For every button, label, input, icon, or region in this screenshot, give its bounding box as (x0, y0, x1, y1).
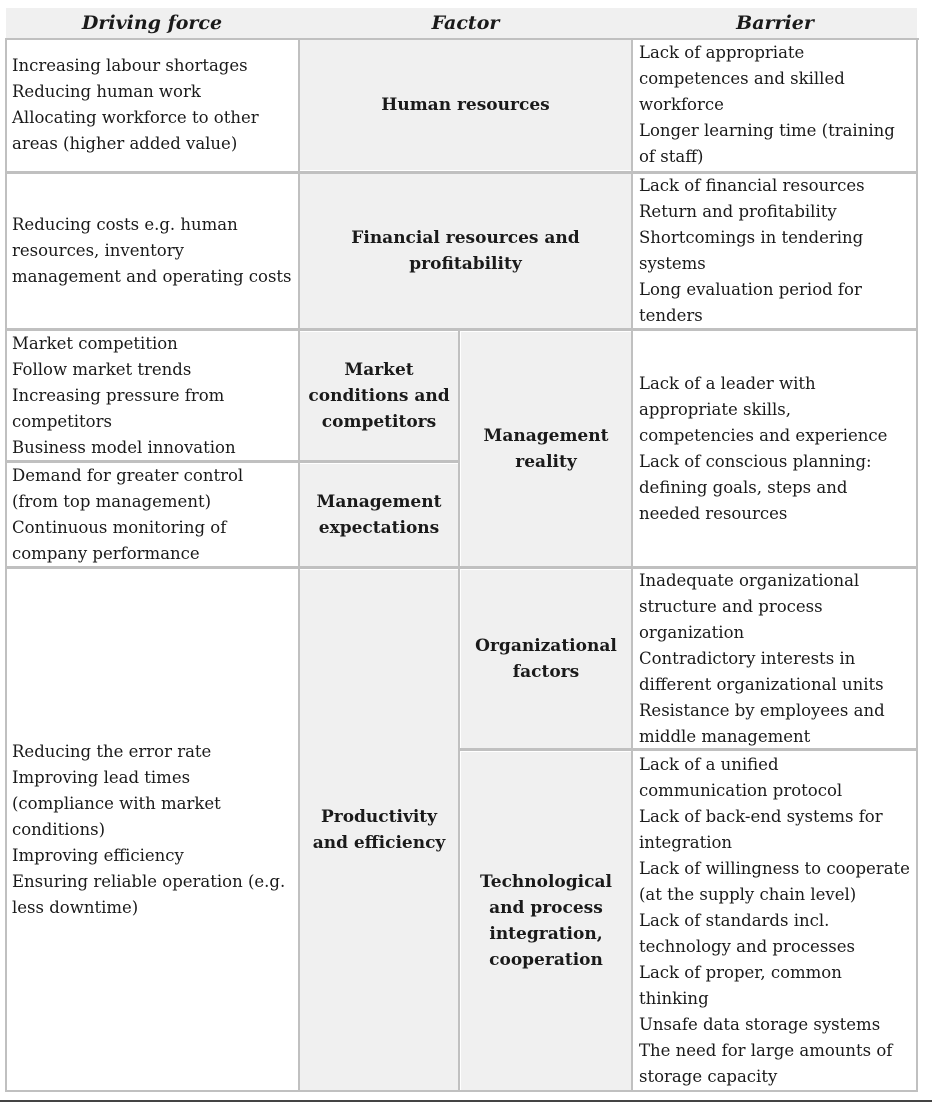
factor-financial: Financial resources and profitability (300, 174, 631, 328)
rule-right (916, 38, 918, 1092)
barrier-item: Longer learning time (training of staff) (639, 121, 895, 166)
header-factor: Factor (298, 8, 633, 38)
factor-productivity: Productivity and efficiency (300, 570, 458, 1090)
barrier-item: Lack of willingness to cooperate (at the supply chain level) (639, 859, 910, 904)
barrier-technological (633, 752, 917, 1090)
rule-row-2 (6, 328, 918, 331)
barrier-human-resources (633, 40, 917, 170)
factor-human-resources: Human resources (300, 40, 631, 170)
barrier-item: Long evaluation period for tenders (639, 280, 862, 325)
driving-item: Allocating workforce to other areas (higher added value) (12, 108, 259, 153)
barrier-item: Lack of back-end systems for integration (639, 807, 883, 852)
barrier-item: Shortcomings in tendering systems (639, 228, 864, 273)
driving-item: Improving efficiency (12, 846, 184, 865)
rule-bottom (6, 1090, 918, 1092)
driving-item: Business model innovation (12, 438, 236, 457)
header-barrier: Barrier (633, 8, 917, 38)
barrier-reality (633, 332, 917, 566)
rule-row-5 (458, 748, 918, 751)
driving-item: Increasing pressure from competitors (12, 386, 225, 431)
driving-item: Continuous monitoring of company performance (12, 518, 227, 563)
barrier-item: The need for large amounts of storage capacity (639, 1041, 893, 1086)
rule-col-1 (298, 38, 300, 1092)
rule-col-mid (458, 330, 460, 1092)
rule-row-4 (6, 566, 918, 569)
barrier-item: Lack of a unified communication protocol (639, 755, 843, 800)
driving-item: Follow market trends (12, 360, 192, 379)
rule-left (5, 38, 7, 1092)
page-bottom-rule (0, 1100, 932, 1102)
barrier-item: Return and profitability (639, 202, 837, 221)
factor-organizational: Organizational factors (461, 570, 631, 748)
factor-expectations: Management expectations (300, 464, 458, 566)
barrier-item: Lack of a leader with appropriate skills, competencies and experience (639, 374, 888, 445)
driving-item: Reducing the error rate (12, 742, 212, 761)
barrier-item: Inadequate organizational structure and process organization (639, 571, 860, 642)
barrier-organizational (633, 570, 917, 748)
rule-header-bottom (6, 38, 919, 40)
driving-item: Demand for greater control (from top management) (12, 466, 244, 511)
factor-technological: Technological and process integration, cooperation (461, 752, 631, 1090)
barrier-item: Lack of proper, common thinking (639, 963, 842, 1008)
rule-row-3 (6, 460, 460, 463)
barrier-item: Lack of financial resources (639, 176, 865, 195)
factor-market: Market conditions and competitors (300, 332, 458, 460)
driving-expectations (6, 464, 298, 566)
factor-reality: Management reality (461, 332, 631, 566)
rule-col-2 (631, 38, 633, 1092)
driving-item: Reducing costs e.g. human resources, inventory management and operating costs (12, 215, 292, 286)
driving-item: Ensuring reliable operation (e.g. less downtime) (12, 872, 286, 917)
driving-productivity (6, 570, 298, 1090)
barrier-item: Resistance by employees and middle management (639, 701, 885, 746)
barrier-item: Unsafe data storage systems (639, 1015, 881, 1034)
barrier-item: Lack of standards incl. technology and processes (639, 911, 855, 956)
barrier-item: Lack of appropriate competences and skilled workforce (639, 43, 845, 114)
driving-human-resources (6, 40, 298, 170)
driving-item: Increasing labour shortages (12, 56, 248, 75)
rule-row-1 (6, 171, 918, 174)
driving-item: Improving lead times (compliance with market conditions) (12, 768, 221, 839)
driving-item: Market competition (12, 334, 178, 353)
barrier-item: Lack of conscious planning: defining goals, steps and needed resources (639, 452, 872, 523)
barrier-item: Contradictory interests in different organizational units (639, 649, 884, 694)
barrier-financial (633, 174, 917, 328)
driving-financial (6, 174, 298, 328)
driving-market (6, 332, 298, 460)
driving-item: Reducing human work (12, 82, 201, 101)
header-driving-force: Driving force (6, 8, 298, 38)
